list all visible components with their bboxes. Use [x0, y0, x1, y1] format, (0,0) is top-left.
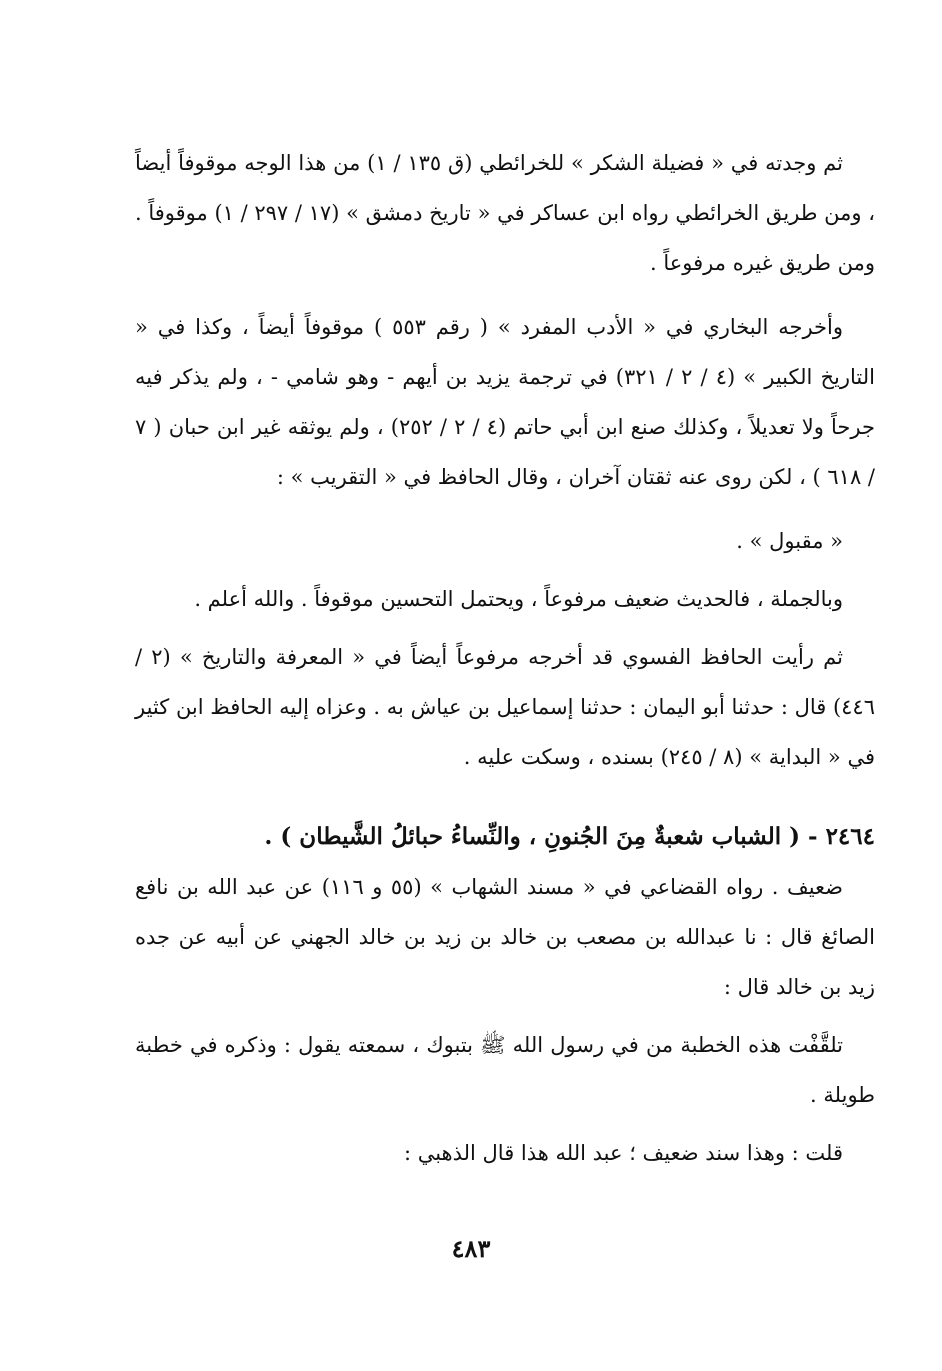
paragraph-5: ضعيف . رواه القضاعي في « مسند الشهاب » (٥٥ و ١١٦) عن عبد الله بن نافع الصائغ قال : نا عبدالله بن مصعب بن خالد بن زيد بن خالد الجهني عن أبيه عن جده زيد بن خالد قال : — [135, 875, 875, 999]
paragraph-3: وبالجملة ، فالحديث ضعيف مرفوعاً ، ويحتمل التحسين موقوفاً . والله أعلم . — [194, 587, 843, 611]
quote-maqbul: « مقبول » . — [736, 529, 843, 553]
paragraph-4: ثم رأيت الحافظ الفسوي قد أخرجه مرفوعاً أيضاً في « المعرفة والتاريخ » (٢ / ٤٤٦) قال : حدثنا أبو اليمان : حدثنا إسماعيل بن عياش به . وعزاه إليه الحافظ ابن كثير في « البداية » (٨ / ٢٤٥) بسنده ، وسكت عليه . — [135, 645, 875, 769]
page-number: ٤٨٣ — [451, 1234, 491, 1263]
paragraph-6: تلقَّفْت هذه الخطبة من في رسول الله ﷺ بتبوك ، سمعته يقول : وذكره في خطبة طويلة . — [135, 1033, 875, 1107]
paragraph-7: قلت : وهذا سند ضعيف ؛ عبد الله هذا قال الذهبي : — [403, 1141, 843, 1165]
paragraph-1: ثم وجدته في « فضيلة الشكر » للخرائطي (ق ١٣٥ / ١) من هذا الوجه موقوفاً أيضاً ، ومن طريق الخرائطي رواه ابن عساكر في « تاريخ دمشق » (١٧ / ٢٩٧ / ١) موقوفاً . ومن طريق غيره مرفوعاً . — [135, 151, 875, 275]
page-body — [135, 138, 875, 1178]
paragraph-2: وأخرجه البخاري في « الأدب المفرد » ( رقم ٥٥٣ ) موقوفاً أيضاً ، وكذا في « التاريخ الكبير » (٤ / ٢ / ٣٢١) في ترجمة يزيد بن أيهم - وهو شامي - ، ولم يذكر فيه جرحاً ولا تعديلاً ، وكذلك صنع ابن أبي حاتم (٤ / ٢ / ٢٥٢) ، ولم يوثقه غير ابن حبان ( ٧ / ٦١٨ ) ، لكن روى عنه ثقتان آخران ، وقال الحافظ في « التقريب » : — [135, 315, 875, 489]
hadith-heading: ٢٤٦٤ - ( الشباب شعبةٌ مِنَ الجُنونِ ، والنِّساءُ حبائلُ الشَّيطان ) . — [264, 823, 875, 850]
